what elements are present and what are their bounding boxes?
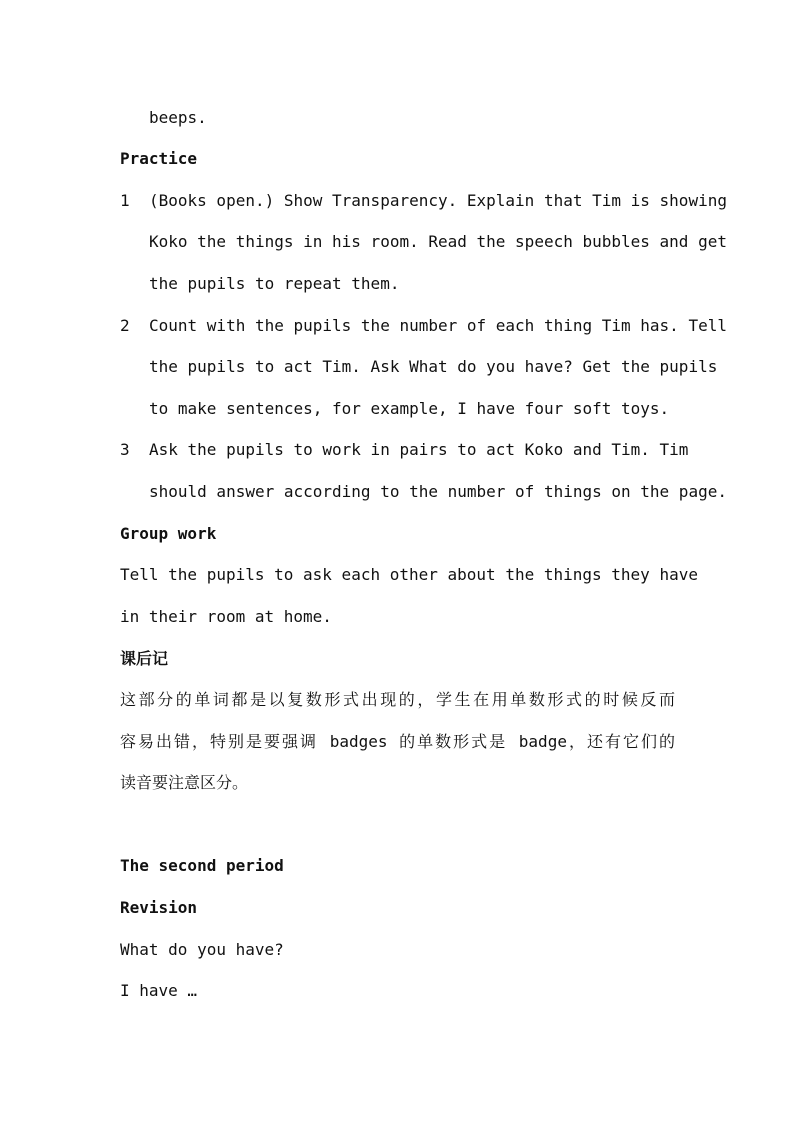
revision-line: What do you have? (120, 940, 284, 959)
practice-heading: Practice (120, 149, 198, 168)
continuation-text: beeps. (149, 108, 207, 127)
practice-item-number: 1 (120, 191, 130, 210)
practice-item-line: (Books open.) Show Transparency. Explain that Tim is showing (149, 191, 727, 210)
notes-line: 这部分的单词都是以复数形式出现的，学生在用单数形式的时候反而 (120, 690, 675, 709)
revision-heading: Revision (120, 898, 198, 917)
practice-item-line: the pupils to repeat them. (149, 274, 400, 293)
practice-item-line: Ask the pupils to work in pairs to act Koko and Tim. Tim (149, 440, 689, 459)
practice-item-line: should answer according to the number of things on the page. (149, 482, 727, 501)
practice-item-number: 3 (120, 440, 130, 459)
notes-line: 读音要注意区分。 (120, 773, 249, 792)
revision-line: I have … (120, 981, 198, 1000)
group-work-line: Tell the pupils to ask each other about the things they have (120, 565, 698, 584)
group-work-heading: Group work (120, 524, 217, 543)
practice-item-line: Koko the things in his room. Read the speech bubbles and get (149, 232, 727, 251)
practice-item-line: the pupils to act Tim. Ask What do you have? Get the pupils (149, 357, 718, 376)
notes-heading: 课后记 (120, 649, 169, 668)
practice-item-number: 2 (120, 316, 130, 335)
second-period-title: The second period (120, 856, 284, 875)
notes-line: 容易出错，特别是要强调 badges 的单数形式是 badge，还有它们的 (120, 732, 675, 751)
practice-item-line: Count with the pupils the number of each thing Tim has. Tell (149, 316, 727, 335)
group-work-line: in their room at home. (120, 607, 332, 626)
practice-item-line: to make sentences, for example, I have four soft toys. (149, 399, 670, 418)
